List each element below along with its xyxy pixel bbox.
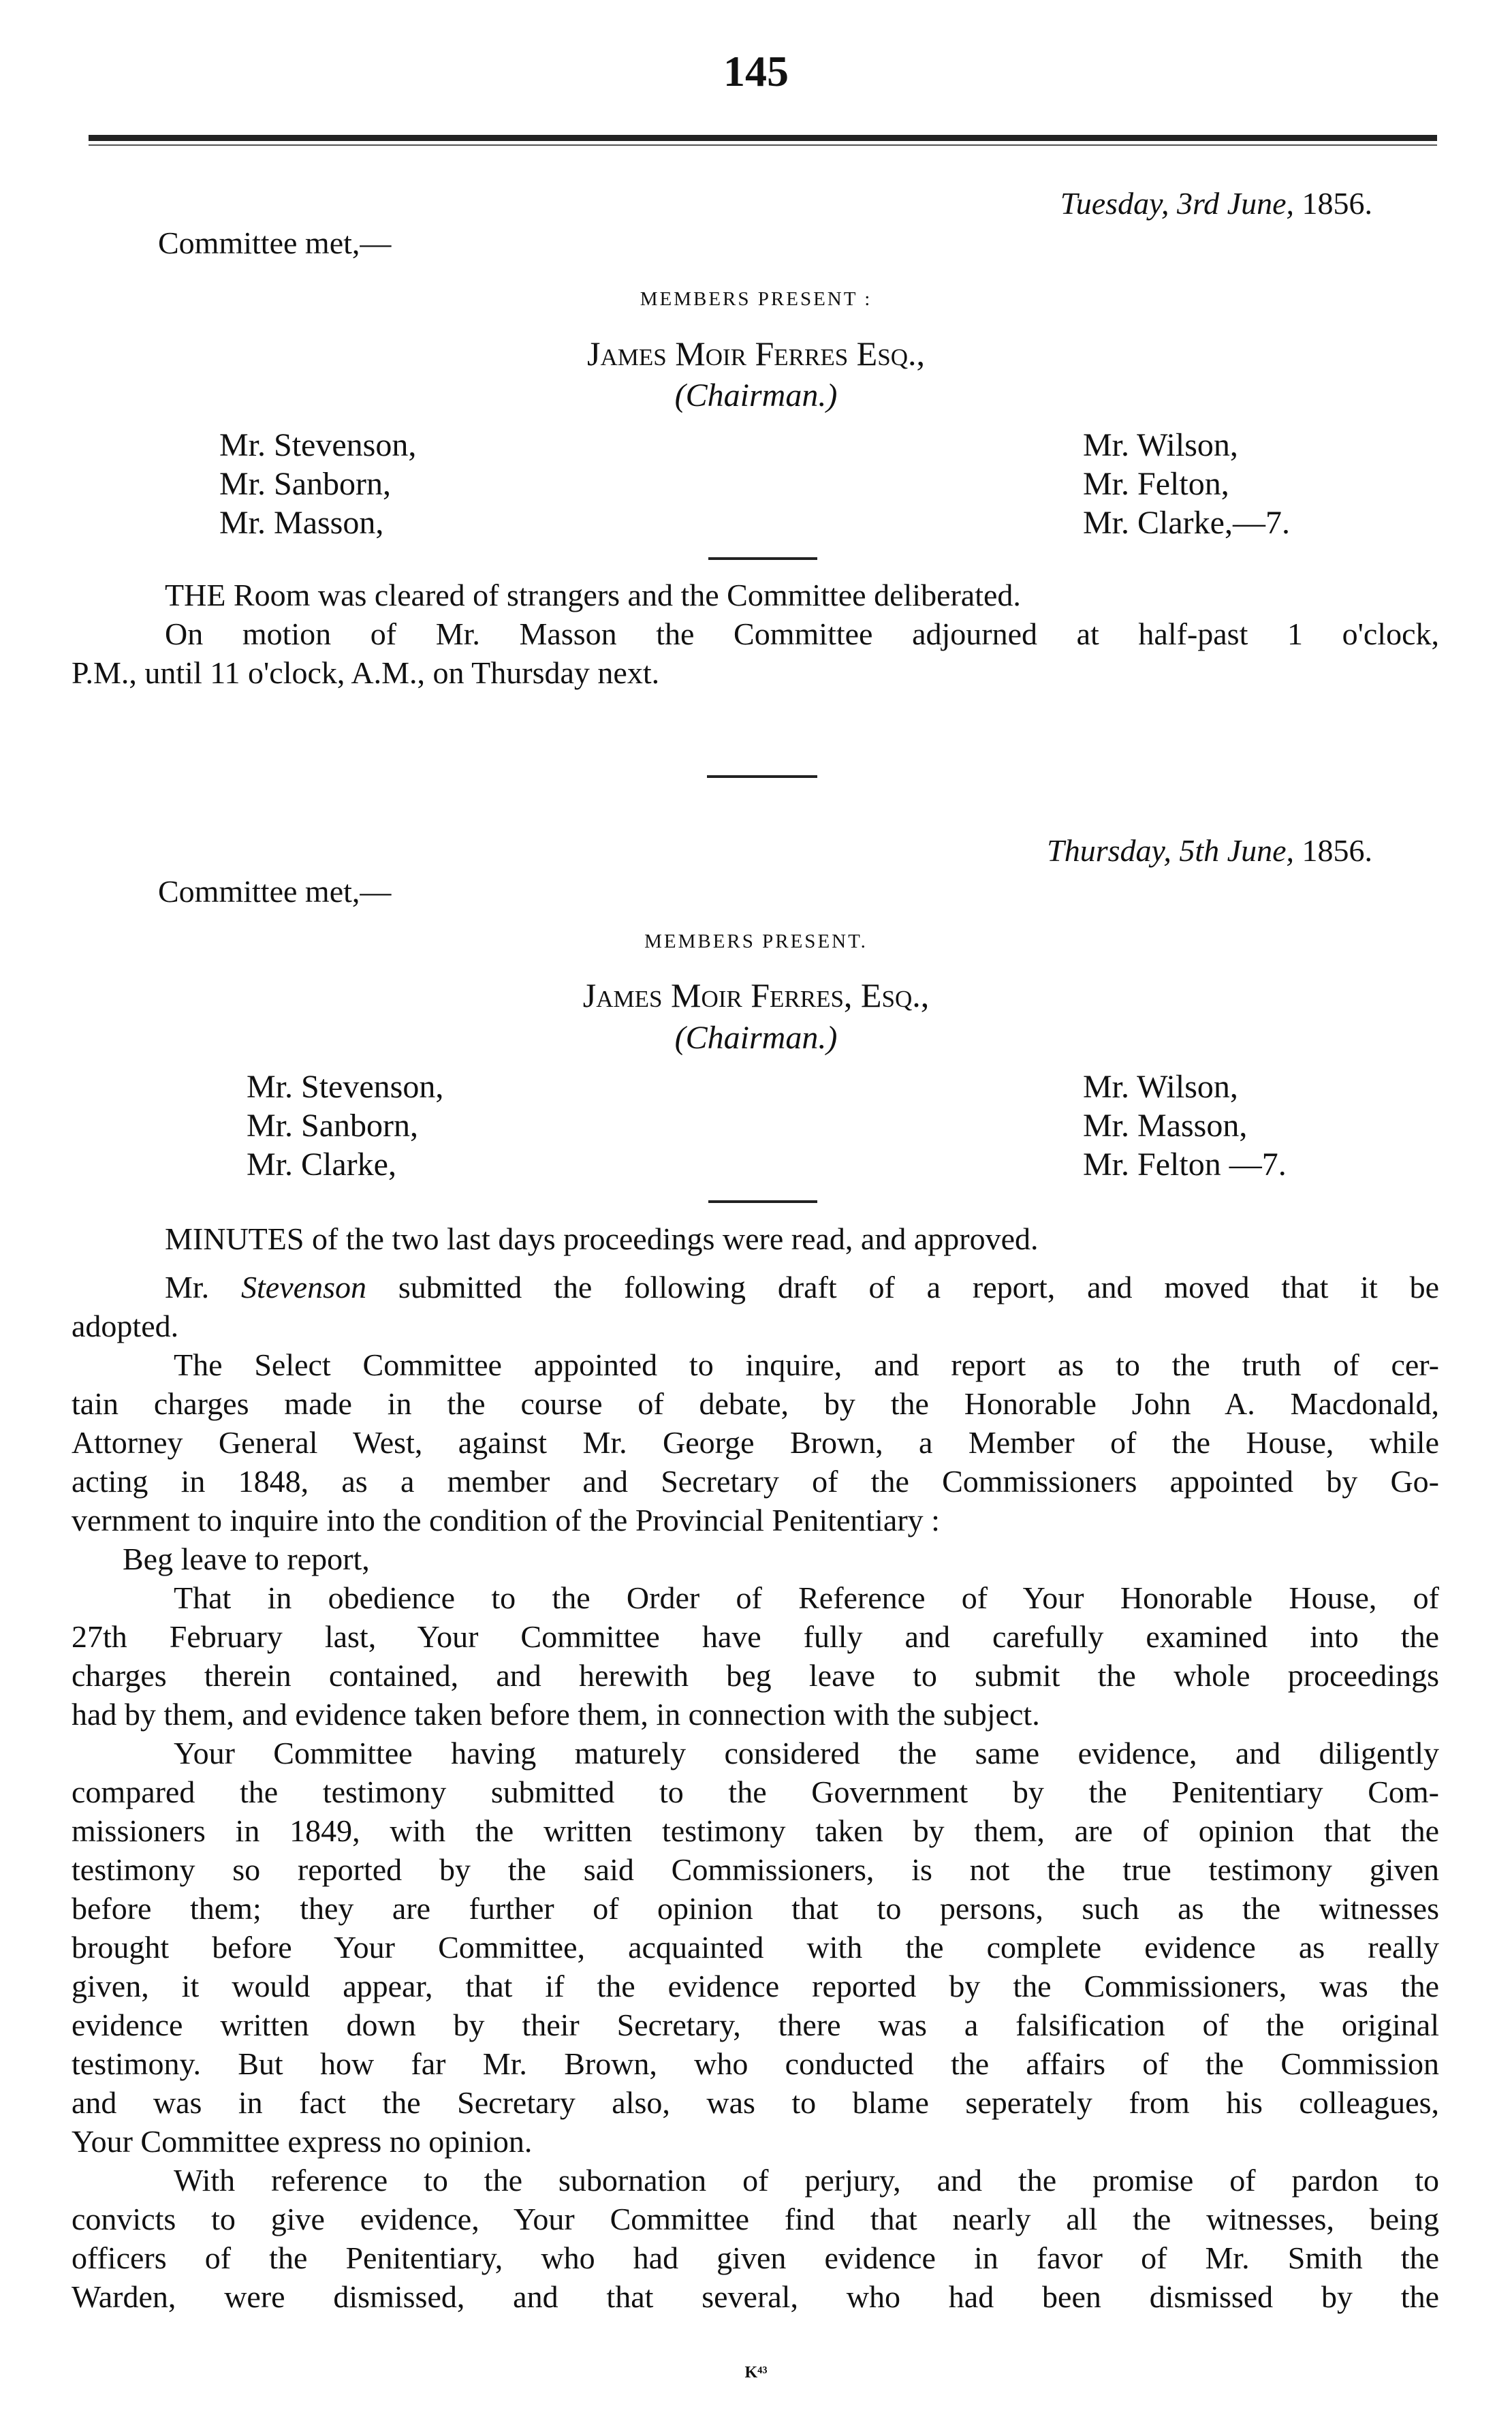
motion-rest: submitted the following draft of a report, and moved that it be — [398, 1270, 1440, 1305]
text-line: Your Committee express no opinion. — [72, 2124, 533, 2159]
text-line: That in obedience to the Order of Reference of Your Honorable House, of — [174, 1580, 1439, 1615]
meeting1-date — [1060, 185, 1372, 221]
text-line: charges therein contained, and herewith beg leave to submit the whole proceedings — [72, 1658, 1439, 1693]
text-line: officers of the Penitentiary, who had given evidence in favor of Mr. Smith the — [72, 2240, 1439, 2275]
text-line: and was in fact the Secretary also, was to blame seperately from his colleagues, — [72, 2085, 1439, 2120]
meeting2-chairman-name-text: James Moir Ferres, Esq., — [582, 976, 930, 1014]
text-line: P.M., until 11 o'clock, A.M., on Thursday next. — [72, 655, 660, 690]
member-name: Mr. Stevenson, — [247, 1069, 444, 1105]
meeting2-members-left — [247, 1067, 443, 1184]
text-line: testimony so reported by the said Commissioners, is not the true testimony given — [72, 1852, 1439, 1887]
meeting1-members-right — [1083, 426, 1290, 542]
meeting1-year: 1856. — [1302, 186, 1372, 221]
member-name: Mr. Sanborn, — [247, 1108, 418, 1144]
text-line: On motion of Mr. Masson the Committee adjourned at half-past 1 o'clock, — [165, 616, 1439, 651]
member-name: Mr. Wilson, — [1083, 1069, 1238, 1105]
text-line: evidence written down by their Secretary, there was a falsification of the original — [72, 2008, 1439, 2042]
member-name: Mr. Stevenson, — [219, 427, 417, 463]
member-name: Mr. Masson, — [1083, 1108, 1248, 1144]
member-name: Mr. Masson, — [219, 505, 384, 541]
meeting2-chairman-name — [0, 975, 1512, 1015]
text-line: vernment to inquire into the condition of the Provincial Penitentiary : — [72, 1503, 940, 1537]
meeting2-date — [1047, 832, 1372, 869]
text-line: tain charges made in the course of debate, by the Honorable John A. Macdonald, — [72, 1386, 1439, 1421]
meeting1-chairman-role: (Chairman.) — [674, 377, 838, 413]
meeting2-members-right — [1083, 1067, 1287, 1184]
motion-name: Stevenson — [241, 1270, 366, 1305]
meeting2-date-text: Thursday, 5th June, — [1047, 833, 1294, 868]
section-divider — [708, 1200, 817, 1203]
text-line: The Select Committee appointed to inquire, and report as to the truth of cer- — [174, 1347, 1439, 1382]
section-divider — [708, 557, 817, 560]
member-name: Mr. Felton, — [1083, 466, 1229, 502]
text-line: With reference to the subornation of perjury, and the promise of pardon to — [174, 2163, 1439, 2198]
member-name: Mr. Wilson, — [1083, 427, 1238, 463]
meeting1-date-text: Tuesday, 3rd June, — [1060, 186, 1294, 221]
text-line: had by them, and evidence taken before them, in connection with the subject. — [72, 1697, 1040, 1732]
member-name: Mr. Clarke,—7. — [1083, 505, 1290, 541]
member-name: Mr. Sanborn, — [219, 466, 391, 502]
meeting-divider — [707, 775, 817, 778]
meeting1-opening: Committee met,— — [158, 225, 392, 260]
text-line: compared the testimony submitted to the Government by the Penitentiary Com- — [72, 1775, 1439, 1809]
member-name: Mr. Clarke, — [247, 1146, 396, 1183]
meeting1-proceedings — [72, 576, 1439, 692]
meeting2-members-present: MEMBERS PRESENT. — [644, 931, 868, 952]
motion-line — [72, 1268, 1439, 1307]
signature-mark: K⁴³ — [744, 2364, 768, 2381]
meeting2-proceedings — [72, 1219, 1439, 2316]
page-number: 145 — [723, 47, 789, 95]
text-line: adopted. — [72, 1309, 179, 1343]
meeting2-chairman-role: (Chairman.) — [674, 1020, 838, 1056]
meeting1-members-left — [219, 426, 416, 542]
meeting2-year: 1856. — [1302, 833, 1372, 868]
meeting1-members-present: MEMBERS PRESENT : — [640, 288, 872, 310]
meeting1-chairman-name — [0, 334, 1512, 373]
text-line: given, it would appear, that if the evidence reported by the Commissioners, was the — [72, 1969, 1439, 2003]
header-rule — [89, 135, 1437, 141]
text-line: convicts to give evidence, Your Committee find that nearly all the witnesses, being — [72, 2202, 1439, 2236]
text-line: Beg leave to report, — [123, 1542, 370, 1576]
text-line: Attorney General West, against Mr. George Brown, a Member of the House, while — [72, 1425, 1439, 1460]
text-line: missioners in 1849, with the written testimony taken by them, are of opinion that the — [72, 1813, 1439, 1848]
text-line: THE Room was cleared of strangers and the Committee deliberated. — [165, 578, 1021, 612]
text-line: MINUTES of the two last days proceedings were read, and approved. — [165, 1221, 1039, 1256]
header-rule-thin — [89, 144, 1437, 146]
text-line: testimony. But how far Mr. Brown, who conducted the affairs of the Commission — [72, 2046, 1439, 2081]
meeting2-opening: Committee met,— — [158, 874, 392, 909]
text-line: acting in 1848, as a member and Secretary of the Commissioners appointed by Go- — [72, 1464, 1439, 1499]
text-line: before them; they are further of opinion that to persons, such as the witnesses — [72, 1891, 1439, 1926]
meeting1-chairman-name-text: James Moir Ferres Esq., — [587, 334, 925, 373]
text-line: 27th February last, Your Committee have fully and carefully examined into the — [72, 1619, 1439, 1654]
motion-pre: Mr. — [165, 1270, 210, 1305]
text-line: Warden, were dismissed, and that several, who had been dismissed by the — [72, 2279, 1439, 2314]
text-line: brought before Your Committee, acquainted with the complete evidence as really — [72, 1930, 1439, 1965]
text-line: Your Committee having maturely considered the same evidence, and diligently — [174, 1736, 1439, 1770]
member-name: Mr. Felton —7. — [1083, 1146, 1287, 1183]
